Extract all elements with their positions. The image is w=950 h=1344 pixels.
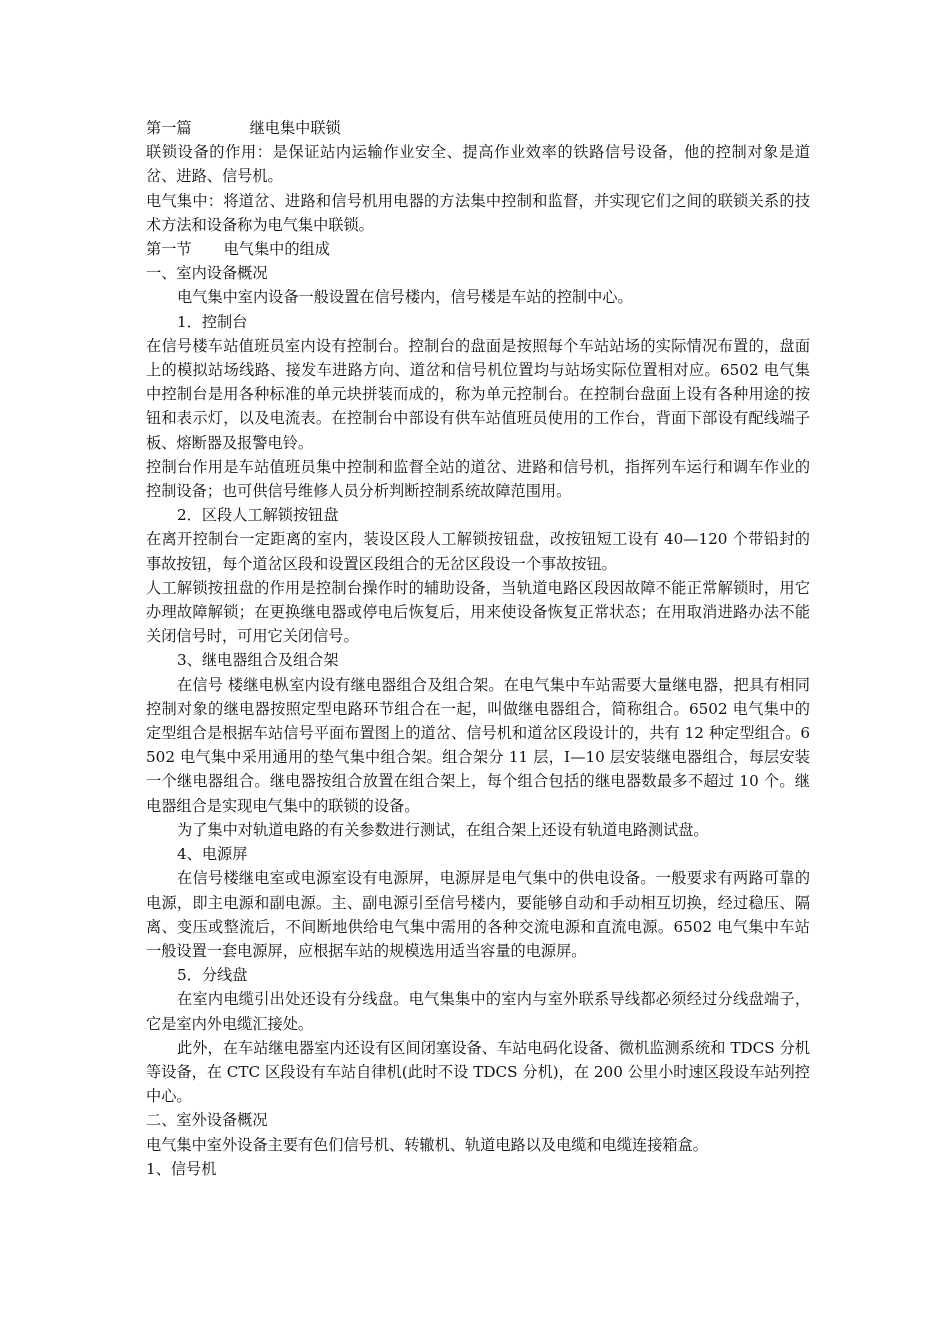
heading-relay-groups: 3、继电器组合及组合架 bbox=[177, 651, 339, 670]
heading-power-panel: 4、电源屏 bbox=[177, 845, 248, 864]
paragraph-manual-release-role: 人工解锁按扭盘的作用是控制台操作时的辅助设备，当轨道电路区段因故障不能正常解锁时，用它办理故障解锁；在更换继电器或停电后恢复后，用来使设备恢复正常状态；在用取消进路办法不能关闭信号时，可用它关闭信号。 bbox=[146, 578, 810, 646]
document-body bbox=[146, 116, 810, 1181]
section-number: 第一节 bbox=[146, 240, 192, 259]
heading-control-console: 1．控制台 bbox=[177, 312, 248, 331]
paragraph-relay-groups: 在信号 楼继电枞室内设有继电器组合及组合架。在电气集中车站需要大量继电器，把具有相同控制对象的继电器按照定型电路环节组合在一起，叫做继电器组合，简称组合。6502 电气集中的定型组合是根据车站信号平面布置图上的道岔、信号机和道岔区段设计的，共有 12 种定型组合。6502 电气集中采用通用的垫气集中组合架。组合架分 11 层，Ⅰ—10 层安装继电器组合，每层安装一个继电器组合。继电器按组合放置在组合架上，每个组合包括的继电器数最多不超过 10 个。继电器组合是实现电气集中的联锁的设备。 bbox=[146, 675, 810, 815]
paragraph-outdoor-equipment: 电气集中室外设备主要有色们信号机、转辙机、轨道电路以及电缆和电缆连接箱盒。 bbox=[146, 1135, 708, 1154]
paragraph-power-panel: 在信号楼继电室或电源室设有电源屏，电源屏是电气集中的供电设备。一般要求有两路可靠的电源，即主电源和副电源。主、副电源引至信号楼内，要能够自动和手动相互切换，经过稳压、隔离、变压或整流后，不间断地供给电气集中需用的各种交流电源和直流电源。6502 电气集中车站一般设置一套电源屏，应根据车站的规模选用适当容量的电源屏。 bbox=[146, 869, 810, 960]
paragraph-interlocking-purpose: 联锁设备的作用：是保证站内运输作业安全、提高作业效率的铁路信号设备，他的控制对象是道岔、进路、信号机。 bbox=[146, 143, 810, 186]
heading-indoor-equipment: 一、室内设备概况 bbox=[146, 264, 268, 283]
paragraph-control-console-role: 控制台作用是车站值班员集中控制和监督全站的道岔、进路和信号机，指挥列车运行和调车作业的控制设备；也可供信号维修人员分析判断控制系统故障范围用。 bbox=[146, 457, 810, 501]
paragraph-control-console: 在信号楼车站值班员室内设有控制台。控制台的盘面是按照每个车站站场的实际情况布置的，盘面上的模拟站场线路、接发车进路方向、道岔和信号机位置均与站场实际位置相对应。6502 电气集中控制台是用各种标准的单元块拼装而成的，称为单元控制台。在控制台盘面上设有各种用途的按钮和表示灯，以及电流表。在控制台中部设有供车站值班员使用的工作台，背面下部设有配线端子板、熔断器及报警电铃。 bbox=[146, 336, 810, 452]
part-name: 继电集中联锁 bbox=[249, 119, 341, 137]
section-title bbox=[146, 237, 810, 261]
heading-outdoor-equipment: 二、室外设备概况 bbox=[146, 1111, 268, 1130]
section-name: 电气集中的组成 bbox=[223, 240, 330, 259]
paragraph-track-test-panel: 为了集中对轨道电路的有关参数进行测试，在组合架上还设有轨道电路测试盘。 bbox=[177, 820, 709, 839]
heading-manual-release-panel: 2．区段人工解锁按钮盘 bbox=[177, 506, 339, 525]
part-number: 第一篇 bbox=[146, 119, 192, 137]
paragraph-manual-release-panel: 在离开控制台一定距离的室内，装设区段人工解锁按钮盘，改按钮短工设有 40—120 个带铅封的事故按钮，每个道岔区段和设置区段组合的无岔区段设一个事故按钮。 bbox=[146, 530, 810, 573]
part-title bbox=[146, 116, 810, 140]
paragraph-indoor-intro: 电气集中室内设备一般设置在信号楼内，信号楼是车站的控制中心。 bbox=[177, 288, 633, 307]
heading-signal: 1、信号机 bbox=[146, 1159, 217, 1178]
heading-distribution-board: 5．分线盘 bbox=[177, 966, 248, 985]
paragraph-other-equipment: 此外，在车站继电器室内还设有区间闭塞设备、车站电码化设备、微机监测系统和 TDCS 分机等设备，在 CTC 区段设有车站自律机(此时不设 TDCS 分机)，在 200 公里小时速区段设车站列控中心。 bbox=[146, 1038, 810, 1106]
paragraph-electric-centralization: 电气集中：将道岔、进路和信号机用电器的方法集中控制和监督，并实现它们之间的联锁关系的技术方法和设备称为电气集中联锁。 bbox=[146, 191, 810, 234]
paragraph-distribution-board: 在室内电缆引出处还设有分线盘。电气集集中的室内与室外联系导线都必须经过分线盘端子，它是室内外电缆汇接处。 bbox=[146, 990, 810, 1033]
